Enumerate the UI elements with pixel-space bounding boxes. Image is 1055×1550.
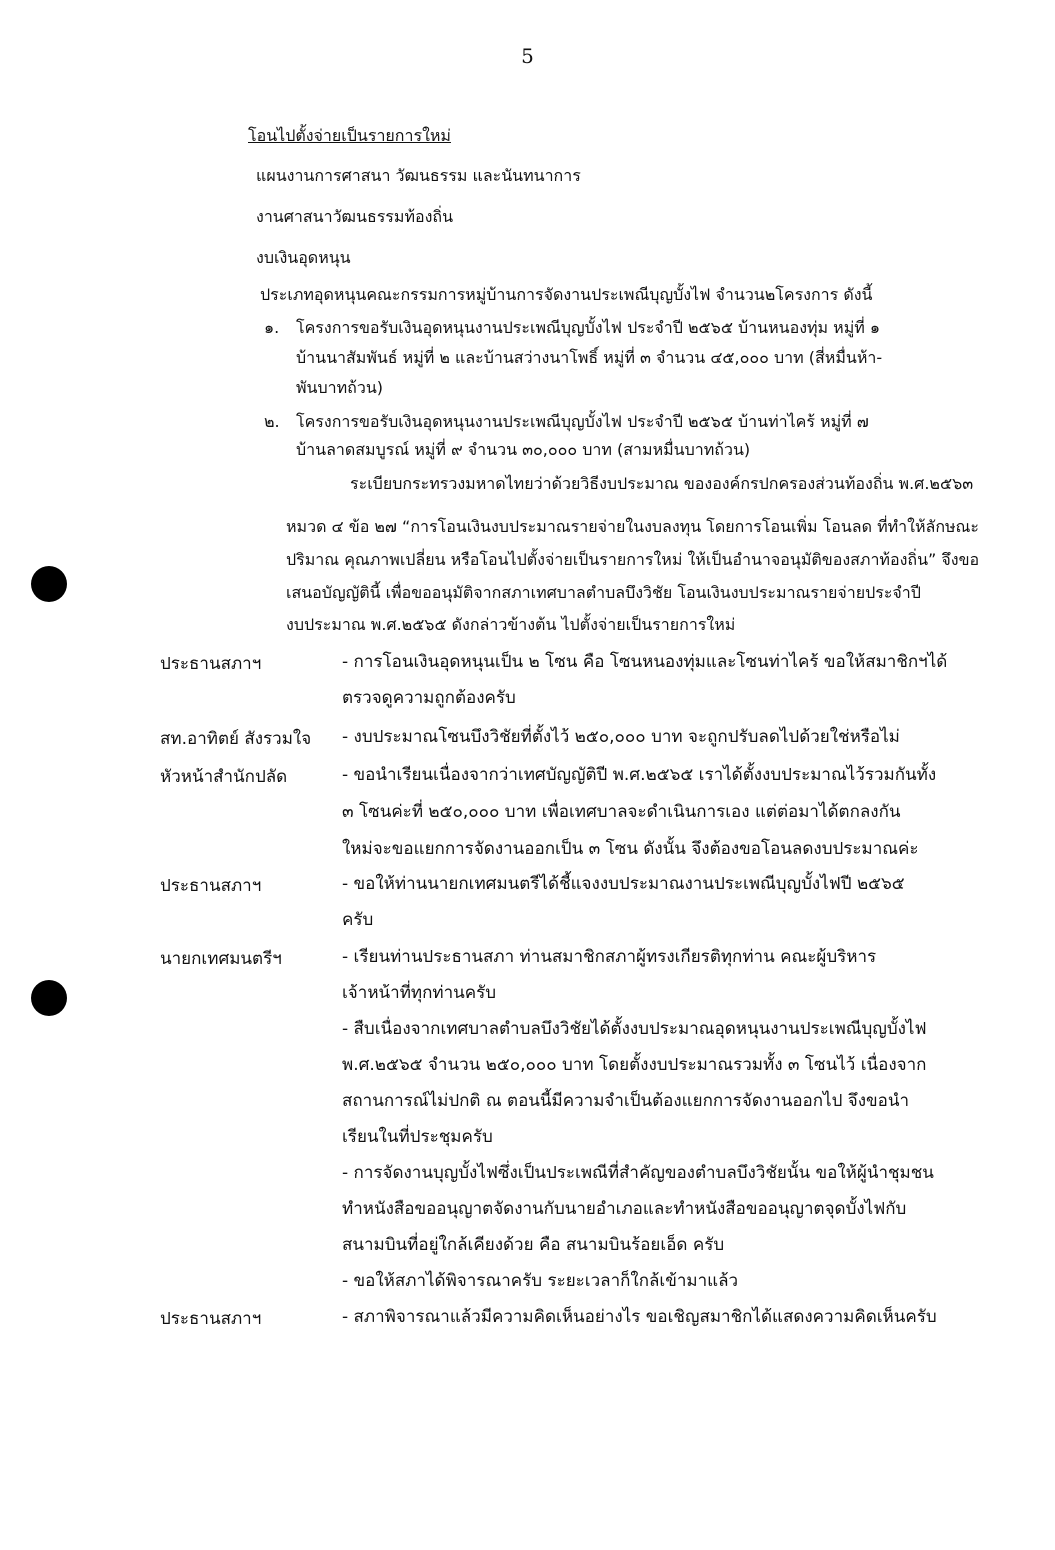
project-2-number: ๒. bbox=[264, 412, 280, 431]
punch-hole-dot bbox=[31, 566, 67, 602]
regulation-line-4: เสนอบัญญัตินี้ เพื่อขออนุมัติจากสภาเทศบาลตำบลบึงวิชัย โอนเงินงบประมาณรายจ่ายประจำปี bbox=[286, 583, 921, 602]
speech-line: สนามบินที่อยู่ใกล้เคียงด้วย คือ สนามบินร้อยเอ็ด ครับ bbox=[342, 1235, 725, 1255]
speech-line: ครับ bbox=[342, 910, 374, 930]
project-1-line-3: พันบาทถ้วน) bbox=[296, 378, 384, 397]
speech-line: ทำหนังสือขออนุญาตจัดงานกับนายอำเภอและทำหนังสือขออนุญาตจุดบั้งไฟกับ bbox=[342, 1199, 907, 1219]
project-2-line-1: โครงการขอรับเงินอุดหนุนงานประเพณีบุญบั้งไฟ ประจำปี ๒๕๖๕ บ้านท่าไคร้ หมู่ที่ ๗ bbox=[296, 412, 869, 431]
speech-line: - ขอให้สภาได้พิจารณาครับ ระยะเวลาก็ใกล้เข้ามาแล้ว bbox=[342, 1271, 739, 1291]
regulation-line-3: ปริมาณ คุณภาพเปลี่ยน หรือโอนไปตั้งจ่ายเป็นรายการใหม่ ให้เป็นอำนาจอนุมัติของสภาท้องถิ่น” จึงขอ bbox=[286, 550, 980, 569]
regulation-line-5: งบประมาณ พ.ศ.๒๕๖๕ ดังกล่าวข้างต้น ไปตั้งจ่ายเป็นรายการใหม่ bbox=[286, 615, 736, 634]
speaker-label: หัวหน้าสำนักปลัด bbox=[160, 767, 288, 787]
speech-line: สถานการณ์ไม่ปกติ ณ ตอนนี้มีความจำเป็นต้องแยกการจัดงานออกไป จึงขอนำ bbox=[342, 1091, 910, 1111]
speech-line: - ขอให้ท่านนายกเทศมนตรีได้ชี้แจงงบประมาณงานประเพณีบุญบั้งไฟปี ๒๕๖๕ bbox=[342, 874, 905, 894]
speech-line: เจ้าหน้าที่ทุกท่านครับ bbox=[342, 983, 497, 1003]
project-1-line-1: โครงการขอรับเงินอุดหนุนงานประเพณีบุญบั้งไฟ ประจำปี ๒๕๖๕ บ้านหนองทุ่ม หมู่ที่ ๑ bbox=[296, 318, 881, 337]
budget-category-line: งบเงินอุดหนุน bbox=[256, 248, 351, 267]
speaker-label: ประธานสภาฯ bbox=[160, 654, 262, 674]
regulation-line-2: หมวด ๔ ข้อ ๒๗ “การโอนเงินงบประมาณรายจ่ายในงบลงทุน โดยการโอนเพิ่ม โอนลด ที่ทำให้ลักษณะ bbox=[286, 517, 979, 536]
plan-line: แผนงานการศาสนา วัฒนธรรม และนันทนาการ bbox=[256, 166, 581, 185]
speech-line: ๓ โซนค่ะที่ ๒๕๐,๐๐๐ บาท เพื่อเทศบาลจะดำเนินการเอง แต่ต่อมาได้ตกลงกัน bbox=[342, 802, 901, 822]
speaker-label: สท.อาทิตย์ สังรวมใจ bbox=[160, 729, 312, 749]
speech-line: - งบประมาณโซนบึงวิชัยที่ตั้งไว้ ๒๕๐,๐๐๐ บาท จะถูกปรับลดไปด้วยใช่หรือไม่ bbox=[342, 727, 900, 747]
page-number: 5 bbox=[521, 44, 534, 68]
speaker-label: ประธานสภาฯ bbox=[160, 1309, 262, 1329]
speech-line: พ.ศ.๒๕๖๕ จำนวน ๒๕๐,๐๐๐ บาท โดยตั้งงบประมาณรวมทั้ง ๓ โซนไว้ เนื่องจาก bbox=[342, 1055, 927, 1075]
section-heading: โอนไปตั้งจ่ายเป็นรายการใหม่ bbox=[248, 126, 451, 145]
speech-line: ใหม่จะขอแยกการจัดงานออกเป็น ๓ โซน ดังนั้น จึงต้องขอโอนลดงบประมาณค่ะ bbox=[342, 839, 919, 859]
speech-line: - การโอนเงินอุดหนุนเป็น ๒ โซน คือ โซนหนองทุ่มและโซนท่าไคร้ ขอให้สมาชิกฯได้ bbox=[342, 652, 948, 672]
speech-line: - เรียนท่านประธานสภา ท่านสมาชิกสภาผู้ทรงเกียรติทุกท่าน คณะผู้บริหาร bbox=[342, 947, 877, 967]
work-line: งานศาสนาวัฒนธรรมท้องถิ่น bbox=[256, 207, 454, 226]
regulation-line-1: ระเบียบกระทรวงมหาดไทยว่าด้วยวิธีงบประมาณ ขององค์กรปกครองส่วนท้องถิ่น พ.ศ.๒๕๖๓ bbox=[350, 474, 974, 493]
speech-line: ตรวจดูความถูกต้องครับ bbox=[342, 688, 516, 708]
project-1-number: ๑. bbox=[264, 318, 280, 337]
punch-hole-dot bbox=[31, 980, 67, 1016]
speech-line: - สืบเนื่องจากเทศบาลตำบลบึงวิชัยได้ตั้งงบประมาณอุดหนุนงานประเพณีบุญบั้งไฟ bbox=[342, 1019, 927, 1039]
subsidy-type-line: ประเภทอุดหนุนคณะกรรมการหมู่บ้านการจัดงานประเพณีบุญบั้งไฟ จำนวน๒โครงการ ดังนี้ bbox=[260, 285, 873, 304]
speech-line: เรียนในที่ประชุมครับ bbox=[342, 1127, 493, 1147]
speech-line: - การจัดงานบุญบั้งไฟซึ่งเป็นประเพณีที่สำคัญของตำบลบึงวิชัยนั้น ขอให้ผู้นำชุมชน bbox=[342, 1163, 934, 1183]
speaker-label: นายกเทศมนตรีฯ bbox=[160, 949, 282, 969]
project-1-line-2: บ้านนาสัมพันธ์ หมู่ที่ ๒ และบ้านสว่างนาโพธิ์ หมู่ที่ ๓ จำนวน ๔๕,๐๐๐ บาท (สี่หมื่นห้า- bbox=[296, 348, 883, 367]
project-2-line-2: บ้านลาดสมบูรณ์ หมู่ที่ ๙ จำนวน ๓๐,๐๐๐ บาท (สามหมื่นบาทถ้วน) bbox=[296, 440, 751, 459]
speaker-label: ประธานสภาฯ bbox=[160, 876, 262, 896]
speech-line: - สภาพิจารณาแล้วมีความคิดเห็นอย่างไร ขอเชิญสมาชิกได้แสดงความคิดเห็นครับ bbox=[342, 1307, 937, 1327]
speech-line: - ขอนำเรียนเนื่องจากว่าเทศบัญญัติปี พ.ศ.๒๕๖๕ เราได้ตั้งงบประมาณไว้รวมกันทั้ง bbox=[342, 765, 937, 785]
